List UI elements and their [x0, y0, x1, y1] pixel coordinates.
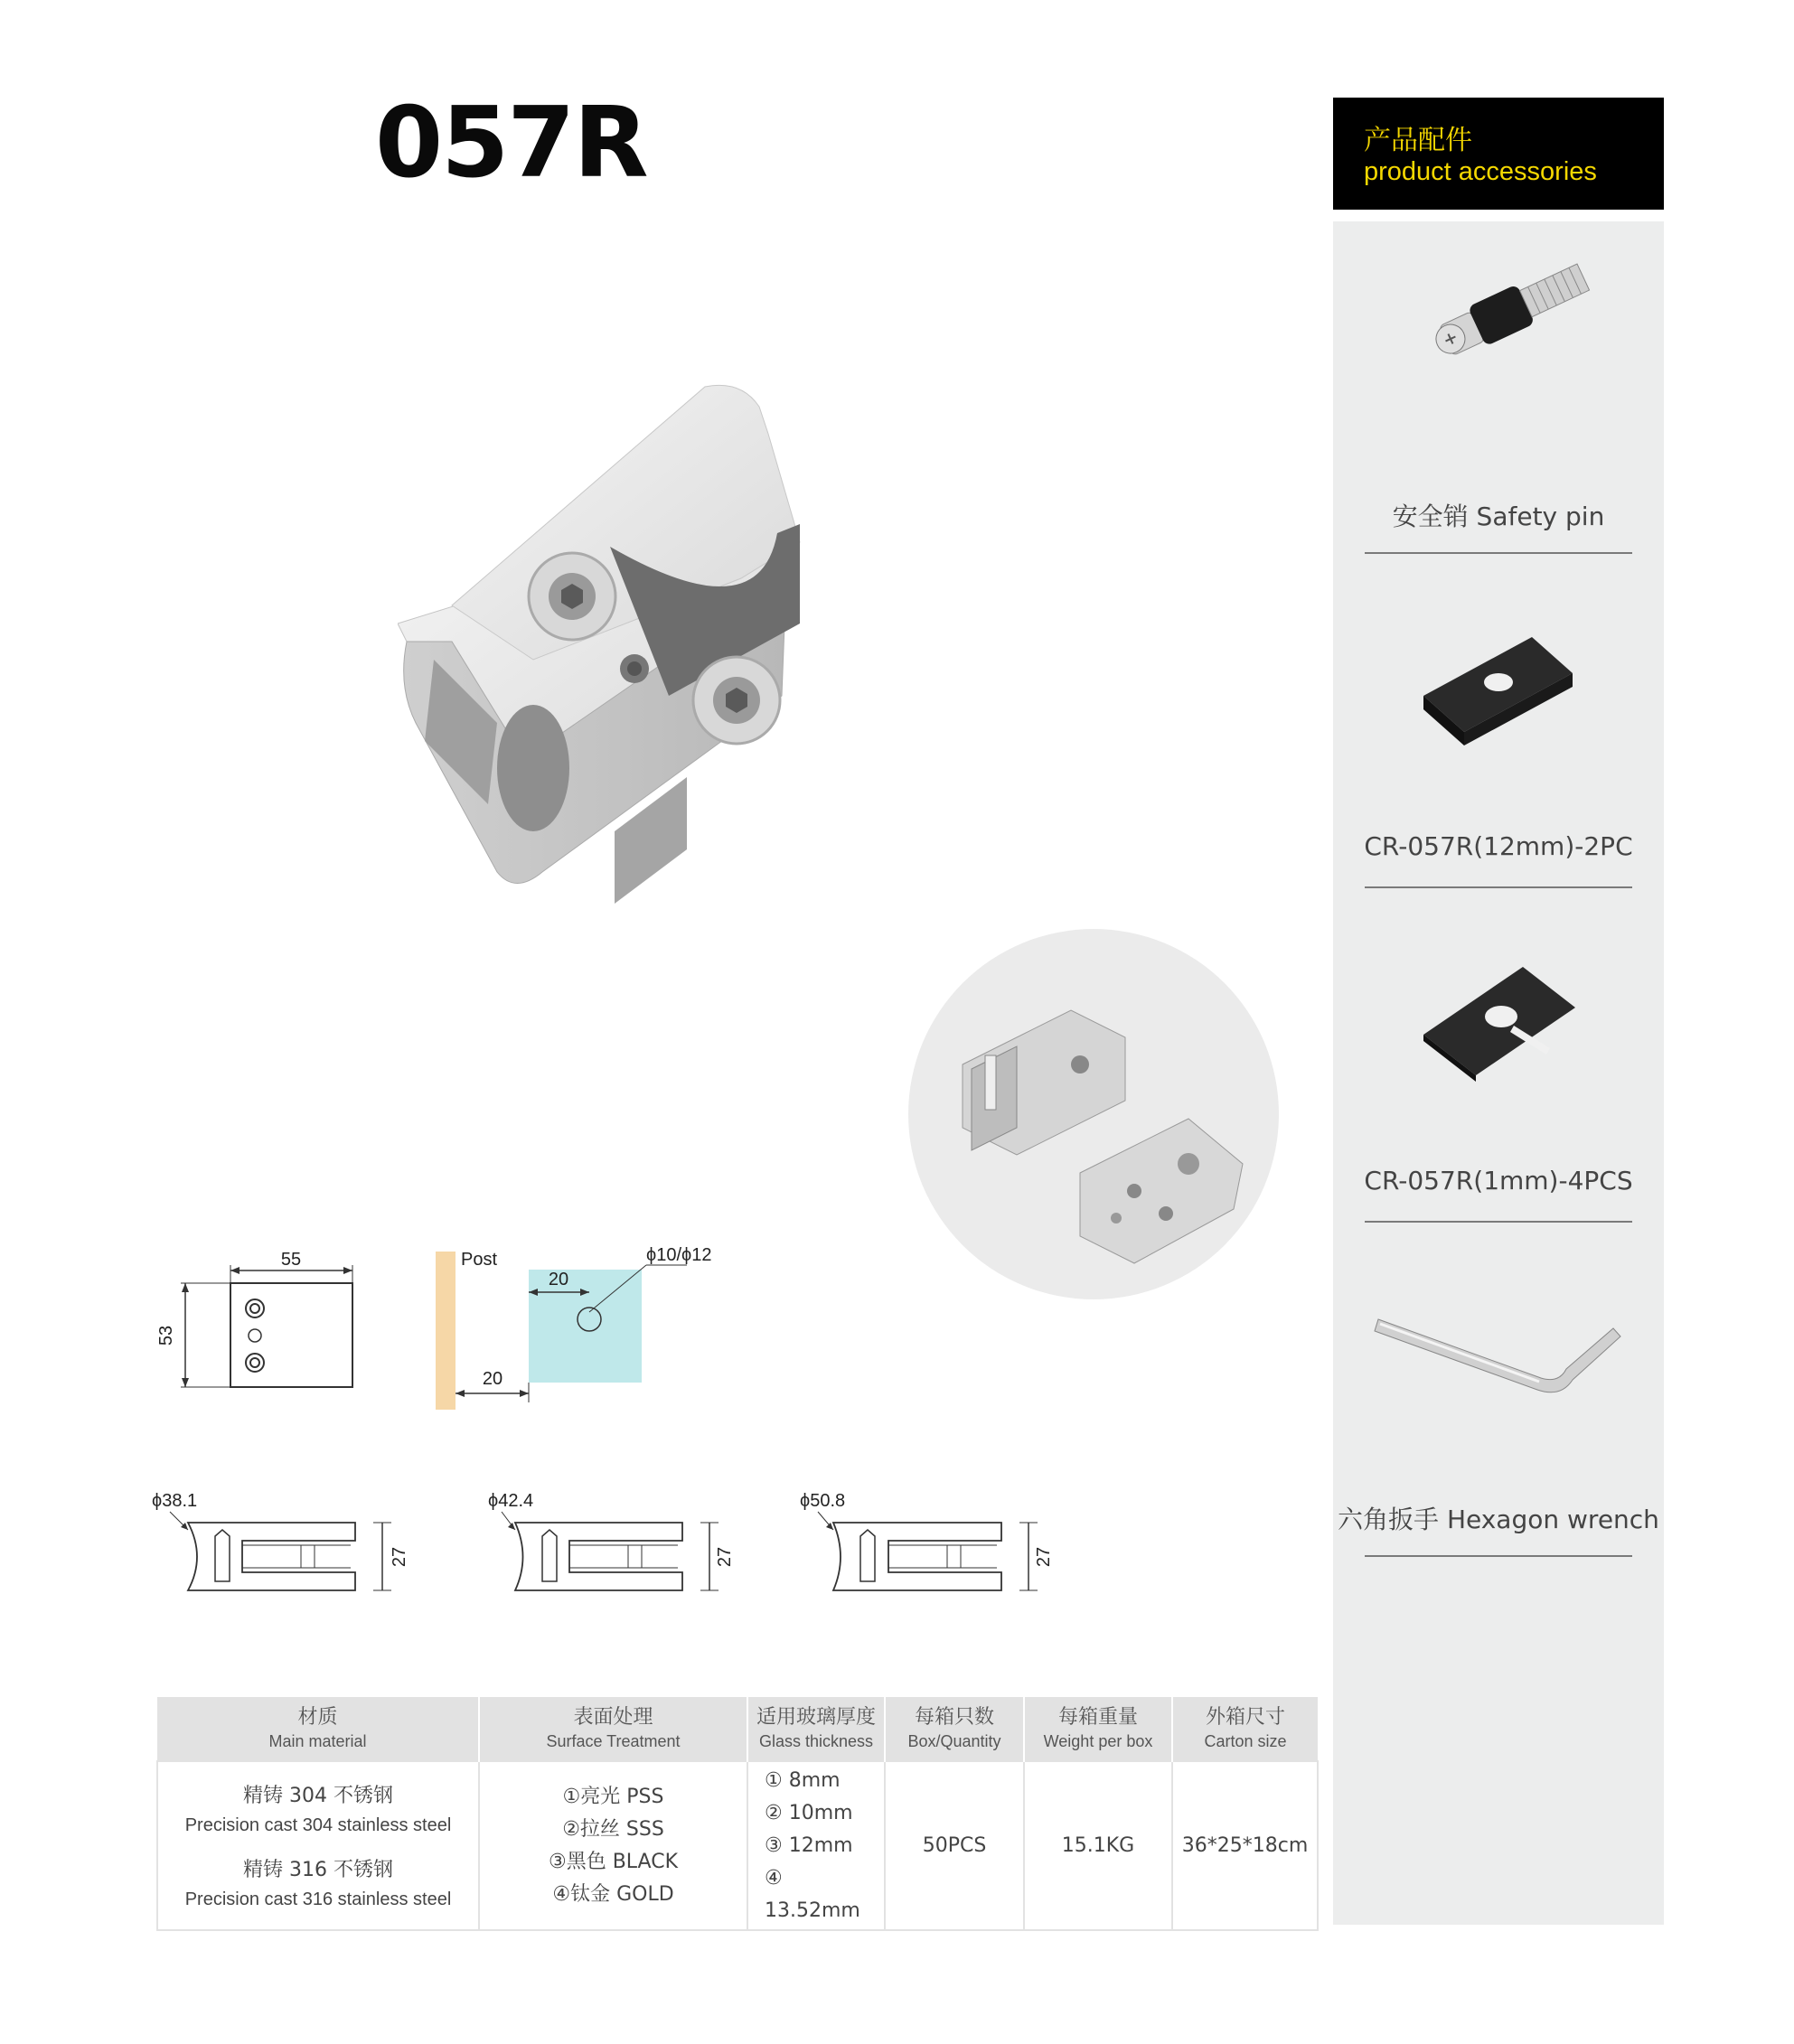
divider	[1365, 1555, 1632, 1557]
profile-drawing-1	[152, 1486, 414, 1604]
accessories-header-en: product accessories	[1364, 157, 1597, 186]
profile-diameter-label: ϕ38.1	[152, 1491, 198, 1511]
accessories-panel	[1333, 221, 1664, 1925]
accessory-label: 安全销 Safety pin	[1392, 502, 1605, 531]
weight-cell: 15.1KG	[1024, 1761, 1172, 1930]
profile-drawing-3	[795, 1486, 1057, 1604]
post-label: Post	[461, 1250, 498, 1270]
accessory-item	[1333, 221, 1664, 556]
header-glass: 适用玻璃厚度 Glass thickness	[747, 1697, 885, 1761]
divider	[1365, 886, 1632, 888]
safety-pin-icon	[1333, 221, 1664, 465]
accessory-item	[1333, 1224, 1664, 1559]
accessory-item	[1333, 556, 1664, 890]
surface-cell: ①亮光 PSS ②拉丝 SSS ③黑色 BLACK ④钛金 GOLD	[479, 1761, 747, 1930]
divider	[1365, 1221, 1632, 1223]
profile-diameter-label: ϕ50.8	[800, 1491, 846, 1511]
hex-wrench-icon	[1333, 1224, 1664, 1468]
spec-table	[156, 1697, 1319, 1931]
front-dimension-drawing	[145, 1247, 380, 1410]
divider	[1365, 552, 1632, 554]
bottom-offset-label: 20	[482, 1369, 503, 1389]
box-quantity-cell: 50PCS	[885, 1761, 1024, 1930]
rubber-gasket-12mm-icon	[1333, 556, 1664, 800]
accessory-label: CR-057R(12mm)-2PC	[1364, 831, 1633, 861]
accessory-item	[1333, 890, 1664, 1224]
profile-diameter-label: ϕ42.4	[488, 1491, 534, 1511]
front-height-label: 53	[156, 1325, 176, 1346]
glass-cell: ① 8mm ② 10mm ③ 12mm ④ 13.52mm	[747, 1761, 885, 1930]
front-width-label: 55	[280, 1250, 302, 1270]
accessories-header-zh: 产品配件	[1364, 125, 1472, 156]
product-photo	[398, 380, 1012, 994]
header-carton: 外箱尺寸 Carton size	[1172, 1697, 1318, 1761]
table-header-row	[157, 1697, 1318, 1761]
material-cell: 精铸 304 不锈钢 Precision cast 304 stainless steel 精铸 316 不锈钢 Precision cast 316 stainless steel	[157, 1761, 479, 1930]
top-offset-label: 20	[548, 1270, 569, 1289]
profile-depth-label: 27	[715, 1546, 735, 1568]
profile-drawing-2	[474, 1486, 737, 1604]
header-surface: 表面处理 Surface Treatment	[479, 1697, 747, 1761]
table-row	[157, 1761, 1318, 1930]
header-weight: 每箱重量 Weight per box	[1024, 1697, 1172, 1761]
hole-diameter-label: ϕ10/ϕ12	[646, 1245, 712, 1265]
exploded-view-photo	[908, 929, 1279, 1299]
accessories-header	[1333, 98, 1664, 210]
header-box-quantity: 每箱只数 Box/Quantity	[885, 1697, 1024, 1761]
carton-cell: 36*25*18cm	[1172, 1761, 1318, 1930]
exploded-view-circle	[908, 929, 1279, 1299]
accessory-label: 六角扳手 Hexagon wrench	[1338, 1505, 1659, 1534]
profile-depth-label: 27	[390, 1546, 409, 1568]
rubber-gasket-1mm-icon	[1333, 890, 1664, 1134]
accessory-label: CR-057R(1mm)-4PCS	[1364, 1166, 1633, 1195]
mount-drawing	[425, 1238, 750, 1419]
profile-depth-label: 27	[1034, 1546, 1054, 1568]
header-material: 材质 Main material	[157, 1697, 479, 1761]
model-title: 057R	[375, 87, 647, 200]
